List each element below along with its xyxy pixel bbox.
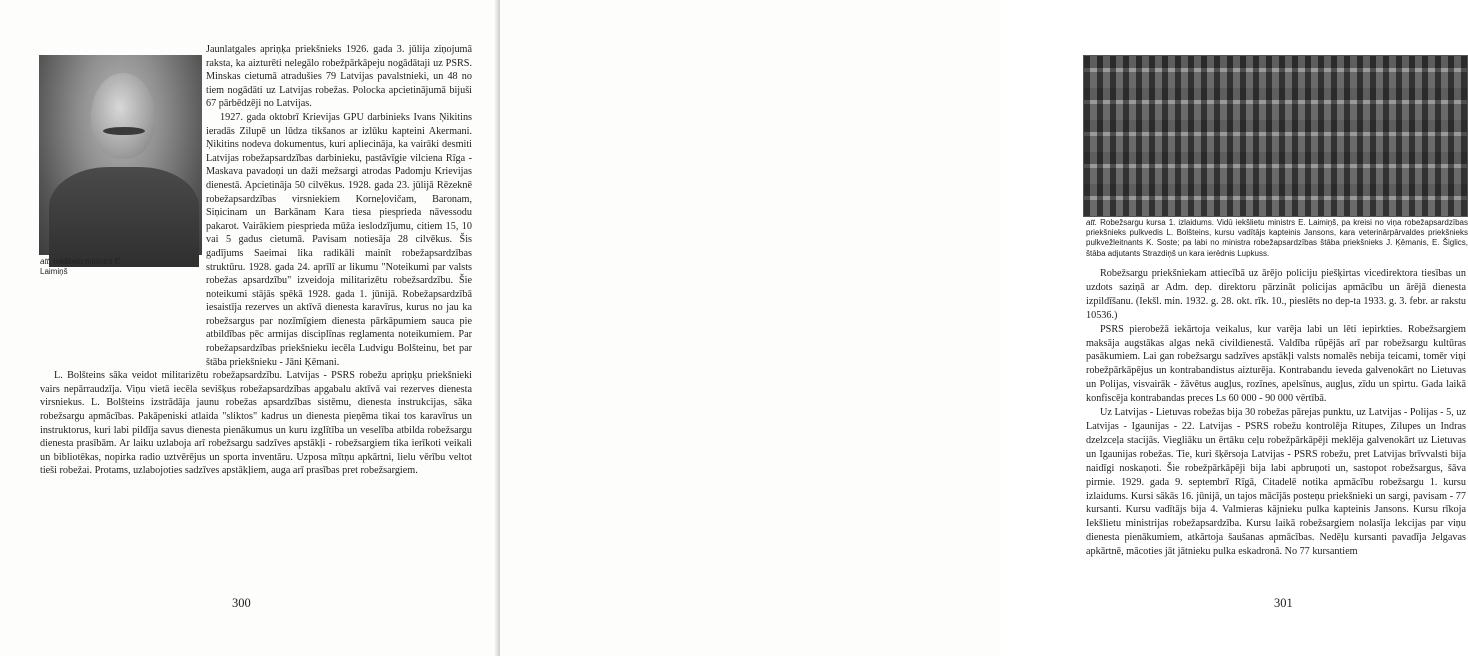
paragraph: PSRS pierobežā iekārtoja veikalus, kur varēja labi un lēti iepirkties. Robežsargiem maksāja augstākas algas nekā civildienestā. Valdība rūpējās arī par robežsargu kultūras pasākumiem. Lai gan robežsargu sadzīves apstākļi valsts nomalēs nebija teicami, tomēr viņi robežpārkāpējus un kontrabandistus aizturēja. Kontrabandu ieveda galvenokārt no Lietuvas un Polijas, visvairāk - žāvētus augļus, rozīnes, apelsīnus, augļus, zīdu un spirtu. Gada laikā konfiscēja kontrabandas preces Ls 60 000 - 90 000 vērtībā. <box>1086 323 1466 405</box>
paragraph: 1927. gada oktobrī Krievijas GPU darbinieks Ivans Ņikitins ieradās Zilupē un lūdza tikšanos ar izlūku kapteini Akermani. Ņikitins nodeva dokumentus, kuri apliecināja, ka vairāki desmiti Latvijas robežapsardzības darbinieku, pastāvīgie vilciena Rīga - Maskava pavadoņi un daži mežsargi atrodas Padomju Krievijas dienestā. Apcietināja 50 cilvēkus. 1928. gada 23. jūlijā Rēzeknē robežapsardzības virsniekiem Korneļovičam, Baronam, Siņicinam un Barkānam Kara tiesa piesprieda nāvessodu pakarot. Vairākiem piesprieda mūža ieslodzījumu, citiem 15, 10 vai 5 gadus cietumā. Pavisam notiesāja 28 cilvēkus. Šis gadījums Saeimai lika radikāli mainīt robežapsardzības struktūru. 1928. gada 24. aprīlī ar likumu "Noteikumi par valsts robežas apsardzību" izveidoja militarizētu robežsardzību. Šie noteikumi stājās spēkā 1928. gada 1. jūnijā. Robežapsardzībā iesaistīja rezerves un aktīvā dienesta karavīrus, kurus no jau ka robežsargus par nozīmīgiem dienesta pārkāpumiem sauca pie atbildības pēc armijas disciplīnas reglamenta noteikumiem. Par robežapsardzības priekšnieku iecēla Ludvigu Bolšteinu, bet par štāba priekšnieku - Jāni Ķēmani. <box>206 111 472 368</box>
page-number: 301 <box>1274 596 1293 610</box>
caption-label: att. <box>40 257 52 266</box>
paragraph: Robežsargu priekšniekam attiecībā uz ārējo policiju piešķirtas vicedirektora tiesības un uzdots saziņā ar Adm. dep. direktoru pārzināt policijas apmācību un ārējā dienesta izpildīšanu. (Iekšl. min. 1932. g. 28. okt. rīk. 10., pieslēts no dep-ta 1933. g. 3. febr. ar rakstu 10536.) <box>1086 268 1466 321</box>
paragraph: Jaunlatgales apriņķa priekšnieks 1926. gada 3. jūlija ziņojumā raksta, ka aizturēti nelegālo robežpārkāpeju nogādātaji uz PSRS. Minskas cietumā atradušies 79 Latvijas pavalstnieki, un 48 no tiem nogādāti uz Latvijas robežas. Polocka apcietinājumā bijuši 67 pārbēdzēji no Latvijas. <box>206 44 472 110</box>
group-photo-caption <box>1086 218 1468 259</box>
photo-spacer <box>40 43 206 279</box>
right-text-column <box>1086 267 1466 559</box>
group-photo <box>1083 55 1468 217</box>
caption-text: Robežsargu kursa 1. izlaidums. Vidū iekšlietu ministrs E. Laimiņš, pa kreisi no viņa robežapsardzības priekšnieks pulkvedis L. Bolšteins, kursu vadītājs kapteinis Jansons, kara veterinārpārvaldes priekšnieks pulkvežleitnants K. Soste; pa labi no ministra robežapsardzības štāba priekšnieks J. Ķēmanis, E. Šiglics, štāba adjutants Strazdiņš un kara ierēdnis Lupkuss. <box>1086 218 1468 258</box>
caption-label: att. <box>1086 218 1098 227</box>
paragraph: L. Bolšteins sāka veidot militarizētu robežapsardzību. Latvijas - PSRS robežu apriņķu priekšnieki vairs nepārraudzīja. Viņu vietā iecēla sevišķus robežapsardzības apgabalu aktīvā vai rezerves dienesta virsniekus. L. Bolšteins izstrādāja jaunu robežas apsardzības sistēmu, dienesta instrukcijas, sāka robežsargu apmācības. Pakāpeniski atlaida "sliktos" kadrus un dienesta pieņēma tikai tos karavīrus un instruktorus, kuri labi pildīja savus dienesta pienākumus un kuru izglītība un veselība atbilda robežsargu dienesta prasībām. Ar laiku uzlaboja arī robežsargu sadzīves apstākļi - robežsargiem tika ierīkoti veikali un bibliotēkas, nopirka radio uztvērējus un sporta inventāru. Uzposa mītņu apkārtni, lielu vērību veltot tieši robežai. Protams, uzlabojoties sadzīves apstākļiem, auga arī prasības pret robežsargiem. <box>40 370 472 477</box>
left-page <box>0 0 497 656</box>
caption-text: Iekšlietu ministrs E. Laimiņš <box>40 257 123 277</box>
right-page <box>500 0 1468 656</box>
page-number: 300 <box>232 596 251 610</box>
paragraph: Uz Latvijas - Lietuvas robežas bija 30 robežas pārejas punktu, uz Latvijas - Polijas - 5, uz Latvijas - Igaunijas - 22. Latvijas - PSRS robežu kontrolēja Ritupes, Zilupes un Indras dzelzceļa stacijās. Viegliāku un ērtāku ceļu robežpārkāpēji meklēja galvenokārt uz Lietuvas un Igaunijas robežas. Tie, kuri šķērsoja Latvijas - PSRS robežu, pret Latvijas brīvvalsti bija naidīgi noskaņoti. Šie robežpārkāpēji bija labi apbruņoti un, sastopot robežsargus, šāva pirmie. 1929. gada 9. septembrī Rīgā, Citadelē notika apmācību robežsargu 1. kursu izlaidums. Kursi sākās 16. jūnijā, un tajos mācījās posteņu priekšnieki un sargi, pavisam - 77 kursanti. Kursu vadītājs bija 4. Valmieras kājnieku pulka kapteinis Jansons. Kursu rīkoja Iekšlietu ministrijas robežapsardzība. Kursu laikā robežsargiem nolasīja lekcijas par viņu dienesta pienākumiem, atkārtoja šaušanas apmācības. Nedēļu kursanti pavadīja Jelgavas apkārtnē, mācoties jāt jātnieku pulka eskadronā. No 77 kursantiem <box>1086 407 1466 558</box>
left-text-column-bottom <box>40 43 472 478</box>
